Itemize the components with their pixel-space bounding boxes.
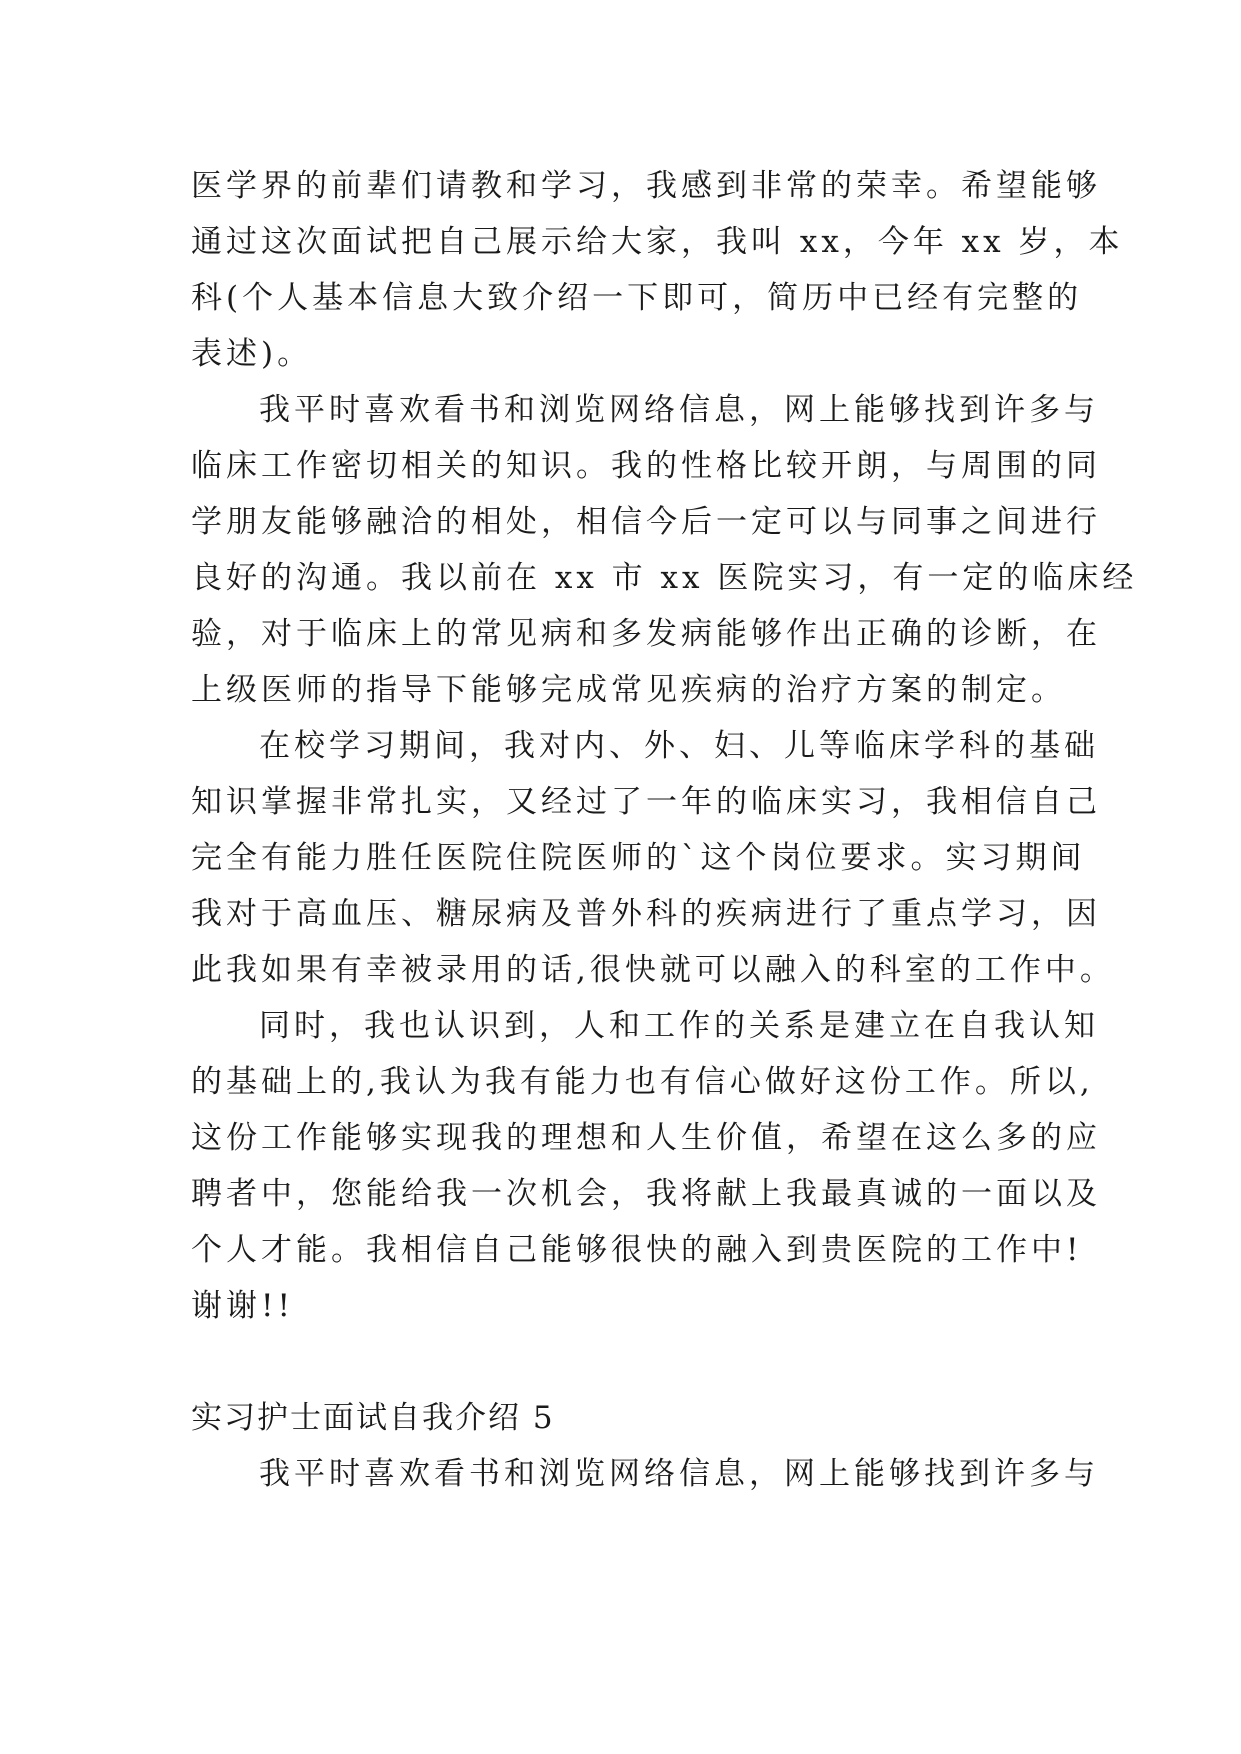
text-line: 聘者中，您能给我一次机会，我将献上我最真诚的一面以及 bbox=[191, 1176, 1101, 1212]
document-body bbox=[191, 158, 1138, 1502]
paragraph-5 bbox=[191, 1446, 1099, 1502]
text-line: 知识掌握非常扎实，又经过了一年的临床实习，我相信自己 bbox=[191, 784, 1101, 820]
text-line: 在校学习期间，我对内、外、妇、儿等临床学科的基础 bbox=[259, 728, 1099, 764]
text-line: 表述)。 bbox=[191, 336, 313, 372]
text-line: 的基础上的,我认为我有能力也有信心做好这份工作。所以, bbox=[191, 1064, 1094, 1100]
section-heading-text: 实习护士面试自我介绍 5 bbox=[191, 1400, 555, 1436]
text-line: 我对于高血压、糖尿病及普外科的疾病进行了重点学习，因 bbox=[191, 896, 1101, 932]
paragraph-2 bbox=[191, 382, 1138, 718]
text-line: 良好的沟通。我以前在 xx 市 xx 医院实习，有一定的临床经 bbox=[191, 560, 1138, 596]
text-line: 我平时喜欢看书和浏览网络信息，网上能够找到许多与 bbox=[259, 1456, 1099, 1492]
text-line: 临床工作密切相关的知识。我的性格比较开朗，与周围的同 bbox=[191, 448, 1101, 484]
text-line: 医学界的前辈们请教和学习，我感到非常的荣幸。希望能够 bbox=[191, 168, 1101, 204]
text-line: 个人才能。我相信自己能够很快的融入到贵医院的工作中! bbox=[191, 1232, 1083, 1268]
paragraph-1 bbox=[191, 158, 1124, 382]
text-line: 完全有能力胜任医院住院医师的`这个岗位要求。实习期间 bbox=[191, 840, 1086, 876]
section-heading bbox=[191, 1390, 1051, 1446]
text-line: 我平时喜欢看书和浏览网络信息，网上能够找到许多与 bbox=[259, 392, 1099, 428]
text-line: 通过这次面试把自己展示给大家，我叫 xx，今年 xx 岁，本 bbox=[191, 224, 1124, 260]
text-line: 此我如果有幸被录用的话,很快就可以融入的科室的工作中。 bbox=[191, 952, 1115, 988]
text-line: 谢谢!! bbox=[191, 1288, 294, 1324]
text-line: 上级医师的指导下能够完成常见疾病的治疗方案的制定。 bbox=[191, 672, 1066, 708]
text-line: 这份工作能够实现我的理想和人生价值，希望在这么多的应 bbox=[191, 1120, 1101, 1156]
paragraph-3 bbox=[191, 718, 1115, 998]
text-line: 验，对于临床上的常见病和多发病能够作出正确的诊断，在 bbox=[191, 616, 1101, 652]
text-line: 科(个人基本信息大致介绍一下即可，简历中已经有完整的 bbox=[191, 280, 1083, 316]
text-line: 学朋友能够融洽的相处，相信今后一定可以与同事之间进行 bbox=[191, 504, 1101, 540]
text-line: 同时，我也认识到，人和工作的关系是建立在自我认知 bbox=[259, 1008, 1099, 1044]
paragraph-4 bbox=[191, 998, 1101, 1334]
